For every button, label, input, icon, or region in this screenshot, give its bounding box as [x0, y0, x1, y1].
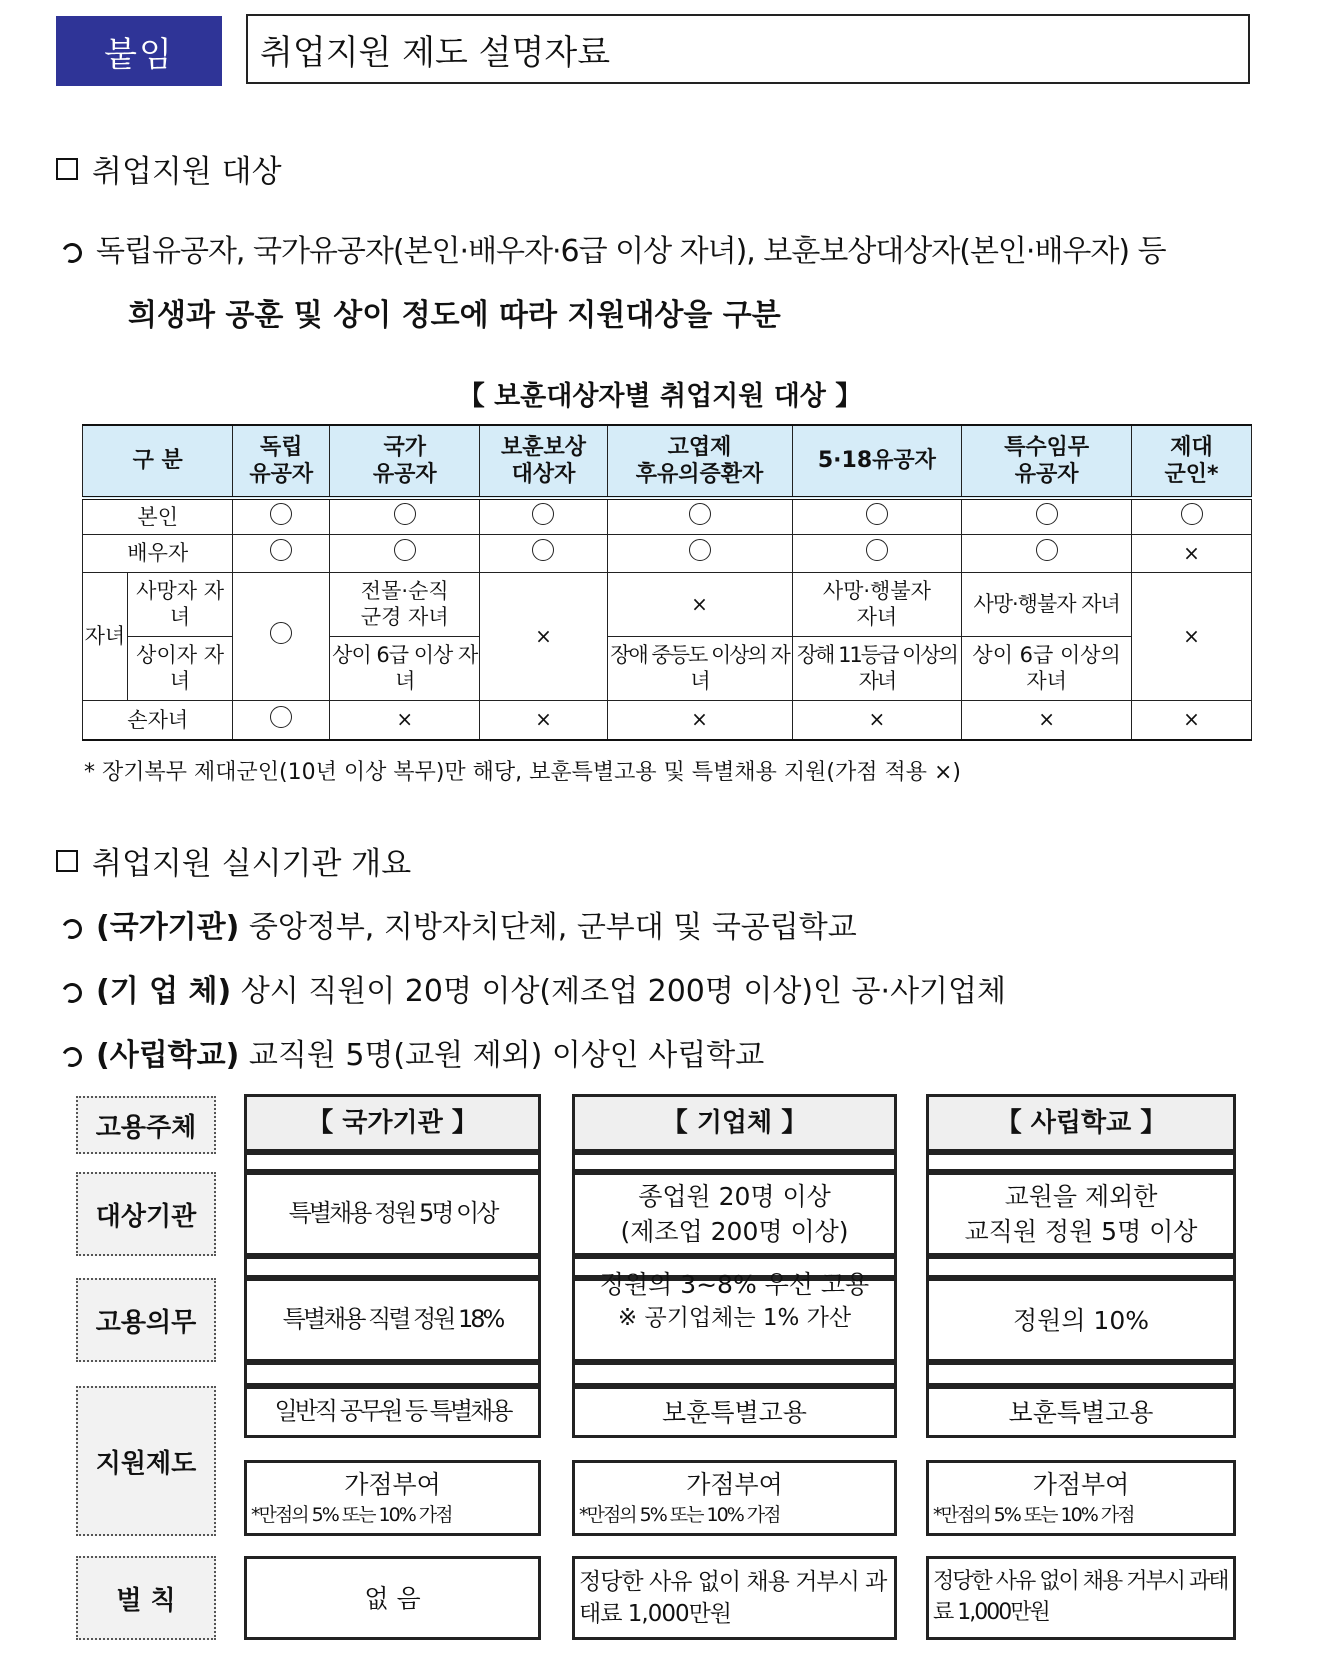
gov-header: 【 국가기관 】 [244, 1094, 541, 1152]
school-support-2 [926, 1460, 1236, 1536]
table-row [83, 572, 1252, 636]
school-support-1: 보훈특별고용 [926, 1386, 1236, 1438]
section-heading-target [56, 146, 282, 191]
corp-duty [572, 1270, 897, 1362]
corp-spacer [572, 1152, 897, 1172]
school-target: 교원을 제외한 교직원 정원 5명 이상 [926, 1172, 1236, 1256]
label-penalty: 벌 칙 [76, 1556, 216, 1640]
agency-item-label: (기 업 체) [96, 974, 232, 1009]
row-label-self: 본인 [83, 498, 233, 534]
cell-may18-injured: 장해 11등급 이상의 자녀 [792, 636, 962, 700]
cross-mark: × [480, 700, 607, 740]
cell-agent-injured: 장애 중등도 이상의 자녀 [607, 636, 792, 700]
school-support-2-note: *만점의 5% 또는 10% 가점 [933, 1504, 1134, 1527]
cross-mark: × [792, 700, 962, 740]
circle-mark-icon [532, 539, 554, 561]
school-header: 【 사립학교 】 [926, 1094, 1236, 1152]
corp-support-2-note: *만점의 5% 또는 10% 가점 [579, 1504, 780, 1527]
cell-special-injured: 상이 6급 이상의 자녀 [962, 636, 1132, 700]
target-line-1 [62, 226, 1166, 270]
header-special-mission: 특수임무 유공자 [962, 425, 1132, 498]
school-spacer [926, 1256, 1236, 1278]
cross-mark: × [1132, 572, 1252, 700]
cross-mark: × [1132, 534, 1252, 572]
row-label-grandchild: 손자녀 [83, 700, 233, 740]
document-title-text: 취업지원 제도 설명자료 [260, 32, 611, 73]
gov-duty: 특별채용 직렬 정원 18% [244, 1278, 541, 1362]
agency-item-text: 상시 직원이 20명 이상(제조업 200명 이상)인 공·사기업체 [231, 974, 1006, 1009]
cell-national-dead: 전몰·순직 군경 자녀 [330, 572, 480, 636]
header-independence: 독립 유공자 [233, 425, 330, 498]
circle-bullet-icon [59, 916, 85, 942]
circle-mark-icon [866, 503, 888, 525]
document-title [246, 14, 1250, 84]
agency-item [62, 902, 857, 946]
section-heading-text: 취업지원 실시기관 개요 [92, 846, 412, 882]
row-label-child: 자녀 [83, 572, 128, 700]
circle-bullet-icon [59, 980, 85, 1006]
target-line-2: 희생과 공훈 및 상이 정도에 따라 지원대상을 구분 [128, 298, 781, 333]
square-bullet-icon [56, 158, 78, 180]
gov-support-2 [244, 1460, 541, 1536]
eligibility-table [82, 424, 1252, 741]
school-spacer [926, 1152, 1236, 1172]
cross-mark: × [330, 700, 480, 740]
agency-item-text: 중앙정부, 지방자치단체, 군부대 및 국공립학교 [239, 910, 857, 945]
row-label-child-injured: 상이자 자녀 [127, 636, 233, 700]
row-label-child-dead: 사망자 자녀 [127, 572, 233, 636]
circle-mark-icon [270, 622, 292, 644]
gov-penalty: 없 음 [244, 1556, 541, 1640]
table-header-row [83, 425, 1252, 498]
corp-target: 종업원 20명 이상 (제조업 200명 이상) [572, 1172, 897, 1256]
section-heading-text: 취업지원 대상 [92, 154, 282, 190]
gov-support-2-text: 가점부여 [344, 1470, 441, 1500]
table-row [83, 534, 1252, 572]
square-bullet-icon [56, 850, 78, 872]
school-spacer [926, 1362, 1236, 1386]
cell-special-dead: 사망·행불자 자녀 [962, 572, 1132, 636]
circle-mark-icon [270, 539, 292, 561]
attachment-tag: 붙임 [56, 16, 222, 86]
corp-support-2 [572, 1460, 897, 1536]
circle-mark-icon [270, 503, 292, 525]
table-caption: 【 보훈대상자별 취업지원 대상 】 [457, 381, 863, 412]
corp-penalty: 정당한 사유 없이 채용 거부시 과태료 1,000만원 [572, 1556, 897, 1640]
label-support: 지원제도 [76, 1386, 216, 1536]
cross-mark: × [1132, 700, 1252, 740]
row-label-spouse: 배우자 [83, 534, 233, 572]
gov-spacer [244, 1152, 541, 1172]
gov-spacer [244, 1256, 541, 1278]
circle-mark-icon [270, 706, 292, 728]
circle-bullet-icon [59, 240, 85, 266]
label-target: 대상기관 [76, 1172, 216, 1256]
corp-support-2-text: 가점부여 [686, 1470, 783, 1500]
agency-item-label: (국가기관) [96, 910, 240, 945]
cross-mark: × [607, 700, 792, 740]
cell-national-injured: 상이 6급 이상 자녀 [330, 636, 480, 700]
target-line-1-text: 독립유공자, 국가유공자(본인·배우자·6급 이상 자녀), 보훈보상대상자(본인·배우자) 등 [96, 234, 1166, 269]
cross-mark: × [962, 700, 1132, 740]
gov-target: 특별채용 정원 5명 이상 [244, 1172, 541, 1256]
circle-mark-icon [1036, 539, 1058, 561]
table-row [83, 498, 1252, 534]
circle-mark-icon [689, 539, 711, 561]
circle-mark-icon [866, 539, 888, 561]
corp-duty-note: ※ 공기업체는 1% 가산 [617, 1305, 852, 1331]
agency-item-label: (사립학교) [96, 1038, 240, 1073]
label-duty: 고용의무 [76, 1278, 216, 1362]
corp-duty-text: 정원의 3~8% 우선 고용 [599, 1270, 870, 1299]
circle-mark-icon [532, 503, 554, 525]
circle-mark-icon [1181, 503, 1203, 525]
circle-bullet-icon [59, 1044, 85, 1070]
circle-mark-icon [1036, 503, 1058, 525]
circle-mark-icon [394, 503, 416, 525]
corp-header: 【 기업체 】 [572, 1094, 897, 1152]
gov-support-1: 일반직 공무원 등 특별채용 [244, 1386, 541, 1438]
agency-item [62, 966, 1006, 1010]
section-heading-agencies [56, 838, 411, 883]
gov-support-2-note: *만점의 5% 또는 10% 가점 [251, 1504, 452, 1527]
school-support-2-text: 가점부여 [1032, 1470, 1130, 1500]
header-veteran: 제대 군인* [1132, 425, 1252, 498]
header-national: 국가 유공자 [330, 425, 480, 498]
agency-item-text: 교직원 5명(교원 제외) 이상인 사립학교 [239, 1038, 765, 1073]
header-category: 구 분 [83, 425, 233, 498]
gov-spacer [244, 1362, 541, 1386]
cell-may18-dead: 사망·행불자 자녀 [792, 572, 962, 636]
corp-spacer [572, 1362, 897, 1386]
label-employer: 고용주체 [76, 1096, 216, 1154]
table-footnote: * 장기복무 제대군인(10년 이상 복무)만 해당, 보훈특별고용 및 특별채용 지원(가점 적용 ×) [84, 760, 961, 785]
header-may18: 5·18유공자 [792, 425, 962, 498]
table-row [83, 700, 1252, 740]
corp-support-1: 보훈특별고용 [572, 1386, 897, 1438]
school-penalty: 정당한 사유 없이 채용 거부시 과태료 1,000만원 [926, 1556, 1236, 1640]
header-compensation: 보훈보상 대상자 [480, 425, 607, 498]
circle-mark-icon [689, 503, 711, 525]
school-duty: 정원의 10% [926, 1278, 1236, 1362]
circle-mark-icon [394, 539, 416, 561]
cross-mark: × [480, 572, 607, 700]
cross-mark: × [607, 572, 792, 636]
agency-item [62, 1030, 764, 1074]
header-agent-orange: 고엽제 후유의증환자 [607, 425, 792, 498]
